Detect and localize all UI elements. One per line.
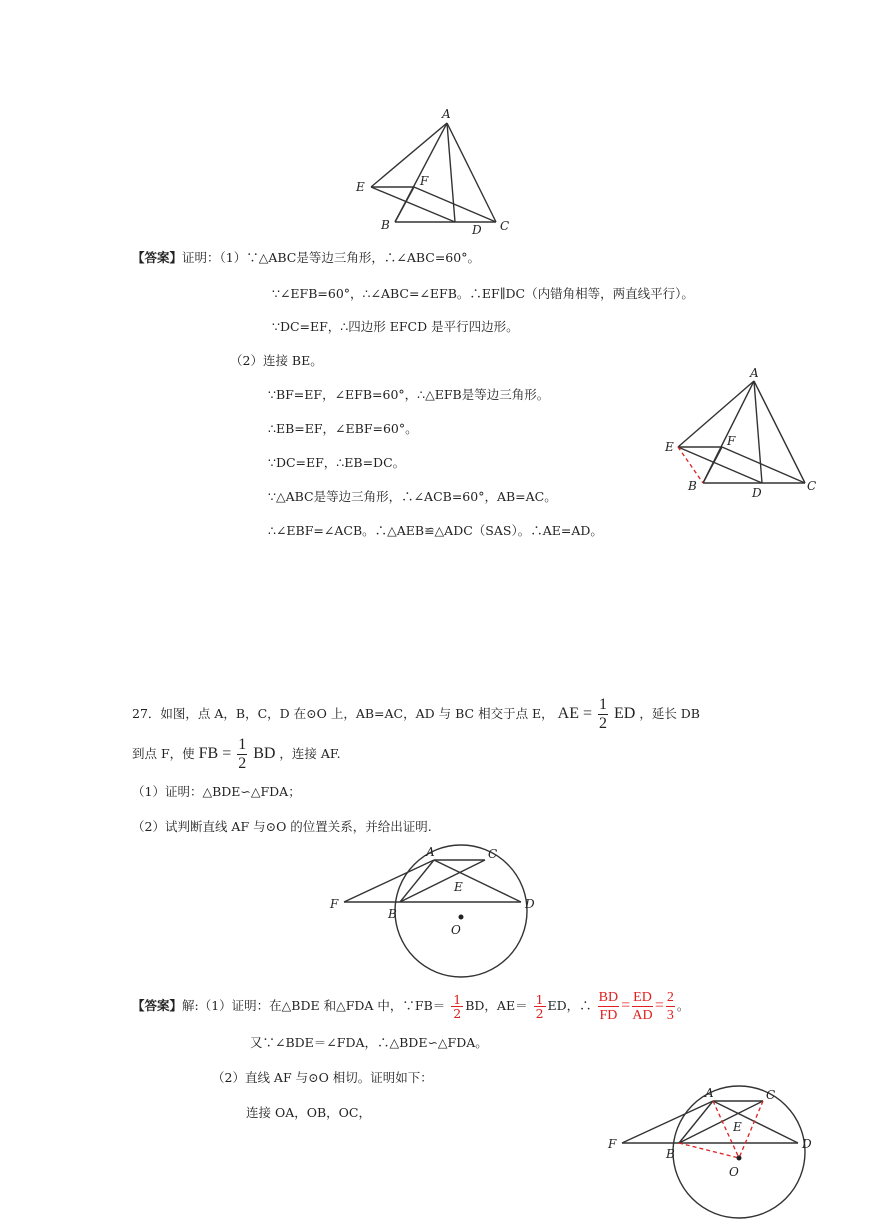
fraction: $\frac{1}{2}$ [453, 992, 462, 1021]
answer-27-line-4: 连接 OA，OB，OC， [246, 1105, 371, 1120]
answer-text: 。 [676, 998, 690, 1013]
label-A: A [750, 366, 759, 380]
answer-26-line-9: ∴∠EBF=∠ACB。∴△AEB≌△ADC（SAS）。∴AE=AD。 [268, 523, 603, 538]
label-E: E [733, 1120, 742, 1134]
ratio-2-3: $\frac{2}{3}$ [666, 990, 674, 1023]
label-D: D [802, 1137, 812, 1151]
label-B: B [688, 479, 697, 493]
fraction: $\frac{1}{2}$ [535, 992, 544, 1021]
label-C: C [488, 847, 498, 861]
answer-27-line-2: 又∵∠BDE＝∠FDA，∴△BDE∽△FDA。 [250, 1035, 488, 1050]
label-D: D [472, 223, 482, 237]
label-A: A [442, 107, 451, 121]
label-C: C [500, 219, 510, 233]
question-text: ，连接 AF. [279, 746, 341, 761]
label-F: F [420, 174, 429, 188]
math-lhs: FB = [198, 745, 232, 762]
label-E: E [665, 440, 674, 454]
question-27-part-1: （1）证明：△BDE∽△FDA； [132, 784, 301, 799]
answer-26-line-2: ∵∠EFB=60°，∴∠ABC=∠EFB。∴EF∥DC（内错角相等，两直线平行）。 [272, 286, 694, 301]
question-text: 27．如图，点 A，B，C，D 在⊙O 上，AB=AC，AD 与 BC 相交于点 E， [132, 706, 554, 721]
answer-text: 证明：（1）∵△ABC是等边三角形，∴∠ABC=60°。 [182, 250, 480, 265]
answer-text: 解:（1）证明：在△BDE 和△FDA 中，∵FB＝ [182, 998, 446, 1013]
label-D: D [752, 486, 762, 500]
answer-26-line-5: ∵BF=EF，∠EFB=60°，∴△EFB是等边三角形。 [268, 387, 550, 402]
answer-text: ED，∴ [547, 998, 592, 1013]
math-lhs: AE = [557, 705, 593, 722]
answer-26-line-3: ∵DC=EF，∴四边形 EFCD 是平行四边形。 [272, 319, 519, 334]
answer-text: BD，AE＝ [465, 998, 528, 1013]
label-F: F [330, 897, 339, 911]
label-C: C [807, 479, 817, 493]
math-rhs: ED [614, 705, 636, 722]
question-27-part-2: （2）试判断直线 AF 与⊙O 的位置关系，并给出证明. [132, 819, 432, 834]
equals-sign: = [621, 997, 631, 1014]
label-D: D [525, 897, 535, 911]
ratio-bd-fd: $\frac{BD}{FD}$ [598, 990, 619, 1023]
answer-26-line-4: （2）连接 BE。 [230, 353, 323, 368]
fraction: $\frac{1}{2}$ [238, 736, 247, 772]
answer-tag: 【答案】 [132, 998, 183, 1013]
equals-sign: = [654, 997, 664, 1014]
math-rhs: BD [253, 745, 276, 762]
label-C: C [766, 1088, 776, 1102]
label-B: B [381, 218, 390, 232]
label-A: A [705, 1086, 714, 1100]
ratio-ed-ad: $\frac{ED}{AD}$ [632, 990, 653, 1023]
label-A: A [426, 845, 435, 859]
answer-26-line-6: ∴EB=EF，∠EBF=60°。 [268, 421, 418, 436]
label-E: E [356, 180, 365, 194]
fraction: $\frac{1}{2}$ [599, 696, 608, 732]
answer-27-line-3: （2）直线 AF 与⊙O 相切。证明如下： [212, 1070, 433, 1085]
answer-26-line-7: ∵DC=EF，∴EB=DC。 [268, 455, 406, 470]
answer-26-line-8: ∵△ABC是等边三角形，∴∠ACB=60°，AB=AC。 [268, 489, 557, 504]
label-B: B [388, 907, 397, 921]
label-F: F [727, 434, 736, 448]
label-B: B [666, 1147, 675, 1161]
question-text: 到点 F，使 [132, 746, 195, 761]
answer-tag: 【答案】 [132, 250, 183, 265]
label-F: F [608, 1137, 617, 1151]
question-text: ，延长 DB [639, 706, 700, 721]
label-O: O [451, 923, 461, 937]
label-E: E [454, 880, 463, 894]
label-O: O [729, 1165, 739, 1179]
